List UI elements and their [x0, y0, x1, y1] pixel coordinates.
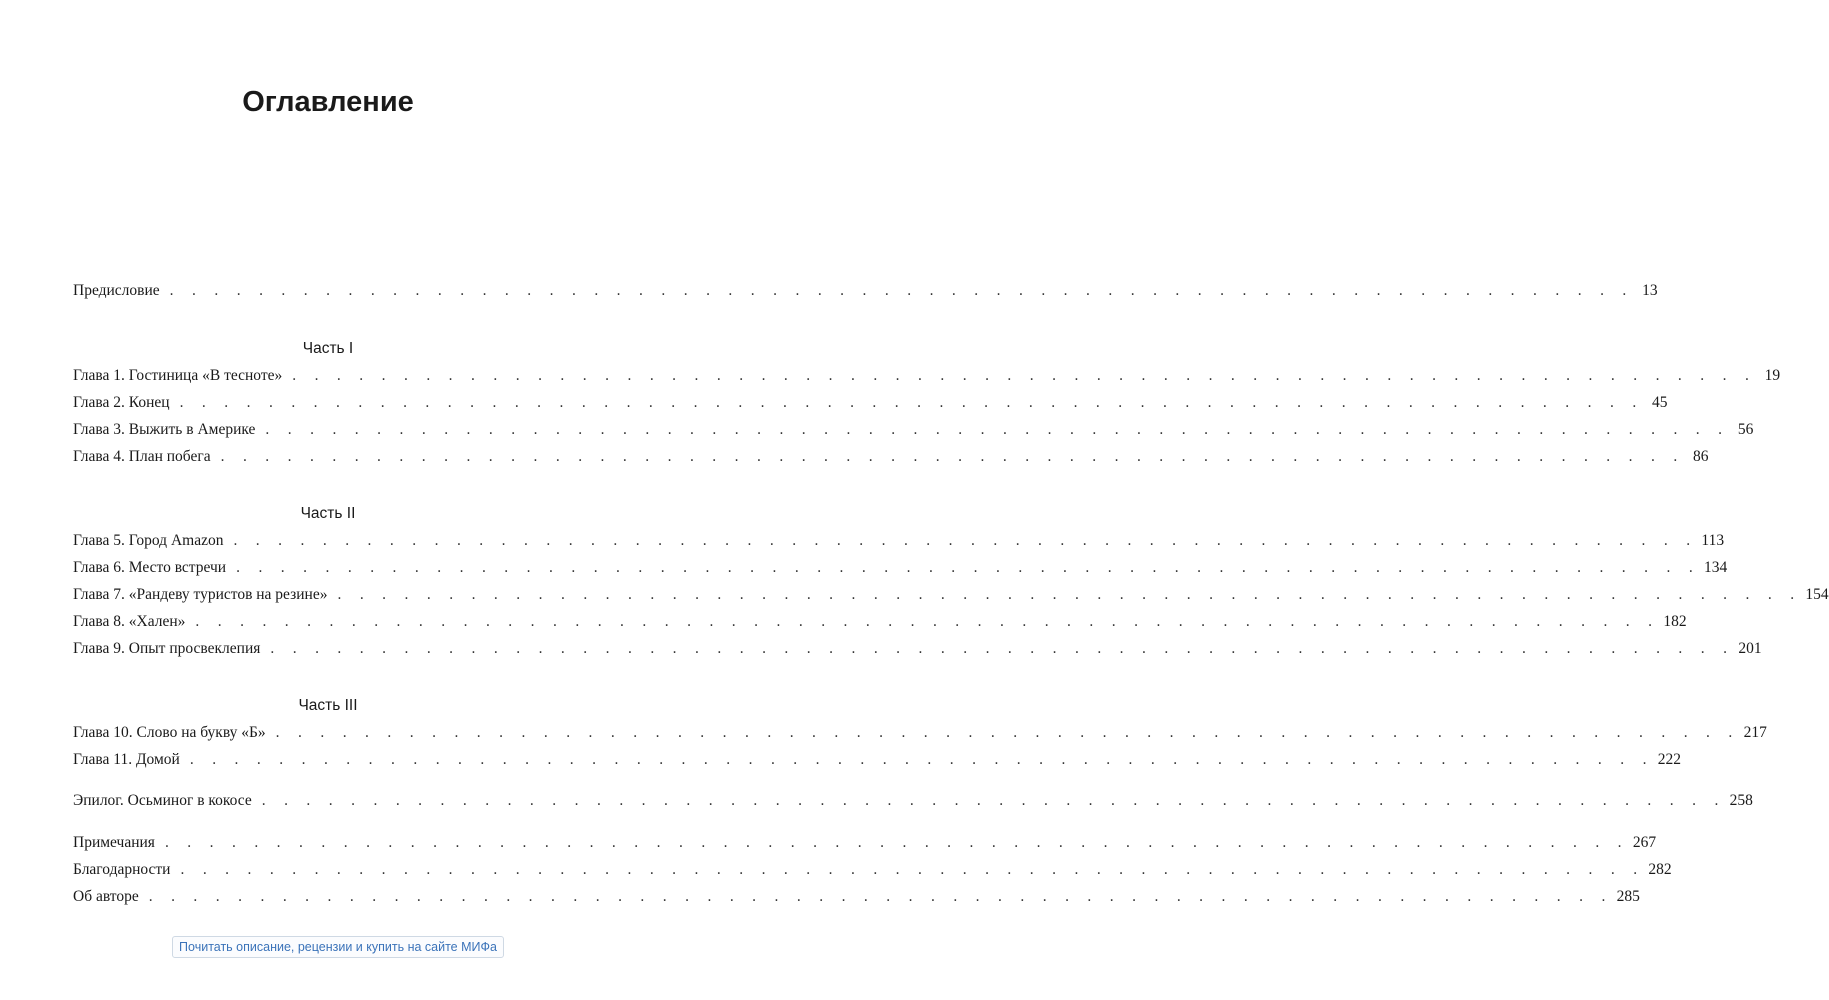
toc-entry-page: 154	[1805, 586, 1829, 603]
page-title: Оглавление	[242, 86, 414, 118]
toc-entry-label: Глава 7. «Рандеву туристов на резине»	[73, 586, 328, 603]
toc-entry-page: 217	[1743, 724, 1767, 741]
toc-entry-page: 19	[1764, 367, 1781, 384]
toc-entry-page: 56	[1737, 421, 1754, 438]
dot-leader: . . . . . . . . . . . . . . . . . . . . . . . . . . . . . . . . . . . . . . . . . . . . . . . . . . . . . . . . . . . . . . . . . .	[180, 861, 1645, 878]
dot-leader: . . . . . . . . . . . . . . . . . . . . . . . . . . . . . . . . . . . . . . . . . . . . . . . . . . . . . . . . . . . . . . . . . .	[233, 532, 1698, 549]
toc-entry-chapter-6[interactable]	[73, 559, 1728, 581]
dot-leader: . . . . . . . . . . . . . . . . . . . . . . . . . . . . . . . . . . . . . . . . . . . . . . . . . . . . . . . . . . . . . . . . . .	[292, 367, 1757, 384]
dot-leader: . . . . . . . . . . . . . . . . . . . . . . . . . . . . . . . . . . . . . . . . . . . . . . . . . . . . . . . . . . . . . . . . . .	[148, 888, 1613, 905]
toc-entry-label: Глава 9. Опыт просвеклепия	[73, 640, 261, 657]
dot-leader: . . . . . . . . . . . . . . . . . . . . . . . . . . . . . . . . . . . . . . . . . . . . . . . . . . . . . . . . . . . . . . . . . .	[236, 559, 1701, 576]
toc-entry-chapter-9[interactable]	[73, 640, 1762, 662]
toc-entry-chapter-4[interactable]	[73, 448, 1709, 470]
toc-entry-label: Глава 4. План побега	[73, 448, 211, 465]
toc-entry-preface[interactable]	[73, 282, 1658, 304]
toc-entry-label: Глава 2. Конец	[73, 394, 170, 411]
toc-entry-page: 285	[1616, 888, 1640, 905]
toc-entry-chapter-3[interactable]	[73, 421, 1754, 443]
toc-entry-label: Глава 6. Место встречи	[73, 559, 227, 576]
toc-entry-label: Глава 5. Город Amazon	[73, 532, 224, 549]
toc-entry-page: 267	[1632, 834, 1657, 851]
toc-entry-chapter-11[interactable]	[73, 751, 1682, 773]
toc-entry-page: 222	[1657, 751, 1682, 768]
toc-entry-label: Глава 10. Слово на букву «Б»	[73, 724, 266, 741]
toc-entry-chapter-8[interactable]	[73, 613, 1687, 635]
toc-entry-label: Об авторе	[73, 888, 139, 905]
toc-entry-chapter-5[interactable]	[73, 532, 1725, 554]
dot-leader: . . . . . . . . . . . . . . . . . . . . . . . . . . . . . . . . . . . . . . . . . . . . . . . . . . . . . . . . . . . . . . . . . .	[265, 421, 1730, 438]
toc-entry-chapter-7[interactable]	[73, 586, 1829, 608]
toc-entry-label: Глава 8. «Хален»	[73, 613, 186, 630]
toc-entry-epilogue[interactable]	[73, 792, 1753, 814]
dot-leader: . . . . . . . . . . . . . . . . . . . . . . . . . . . . . . . . . . . . . . . . . . . . . . . . . . . . . . . . . . . . . . . . . .	[220, 448, 1685, 465]
toc-entry-label: Глава 1. Гостиница «В тесноте»	[73, 367, 283, 384]
toc-entry-acknowledgements[interactable]	[73, 861, 1672, 883]
toc-entry-page: 258	[1729, 792, 1753, 809]
toc-entry-page: 134	[1704, 559, 1728, 576]
dot-leader: . . . . . . . . . . . . . . . . . . . . . . . . . . . . . . . . . . . . . . . . . . . . . . . . . . . . . . . . . . . . . . . . . .	[179, 394, 1644, 411]
toc-entry-page: 86	[1693, 448, 1709, 465]
dot-leader: . . . . . . . . . . . . . . . . . . . . . . . . . . . . . . . . . . . . . . . . . . . . . . . . . . . . . . . . . . . . . . . . . .	[275, 724, 1740, 741]
toc-entry-notes[interactable]	[73, 834, 1657, 856]
toc-entry-label: Благодарности	[73, 861, 171, 878]
toc-entry-chapter-1[interactable]	[73, 367, 1781, 389]
toc-entry-chapter-2[interactable]	[73, 394, 1668, 416]
dot-leader: . . . . . . . . . . . . . . . . . . . . . . . . . . . . . . . . . . . . . . . . . . . . . . . . . . . . . . . . . . . . . . . . . .	[169, 282, 1634, 299]
dot-leader: . . . . . . . . . . . . . . . . . . . . . . . . . . . . . . . . . . . . . . . . . . . . . . . . . . . . . . . . . . . . . . . . . .	[337, 586, 1802, 603]
toc-entry-label: Предисловие	[73, 282, 160, 299]
toc-entry-label: Глава 3. Выжить в Америке	[73, 421, 256, 438]
toc-entry-page: 113	[1701, 532, 1725, 549]
toc-entry-page: 201	[1738, 640, 1762, 657]
toc-entry-chapter-10[interactable]	[73, 724, 1767, 746]
toc-entry-page: 13	[1642, 282, 1658, 299]
toc-entry-label: Эпилог. Осьминог в кокосе	[73, 792, 252, 809]
toc-entry-about-author[interactable]	[73, 888, 1640, 910]
dot-leader: . . . . . . . . . . . . . . . . . . . . . . . . . . . . . . . . . . . . . . . . . . . . . . . . . . . . . . . . . . . . . . . . . .	[189, 751, 1654, 768]
part-heading-1: Часть I	[302, 340, 354, 357]
part-heading-3: Часть III	[298, 697, 358, 714]
toc-entry-label: Примечания	[73, 834, 155, 851]
promo-link-button[interactable]: Почитать описание, рецензии и купить на сайте МИФа	[172, 936, 504, 958]
toc-entry-page: 182	[1663, 613, 1687, 630]
part-heading-2: Часть II	[300, 505, 356, 522]
toc-entry-page: 45	[1652, 394, 1668, 411]
dot-leader: . . . . . . . . . . . . . . . . . . . . . . . . . . . . . . . . . . . . . . . . . . . . . . . . . . . . . . . . . . . . . . . . . .	[164, 834, 1629, 851]
toc-entry-page: 282	[1648, 861, 1672, 878]
dot-leader: . . . . . . . . . . . . . . . . . . . . . . . . . . . . . . . . . . . . . . . . . . . . . . . . . . . . . . . . . . . . . . . . . .	[195, 613, 1660, 630]
dot-leader: . . . . . . . . . . . . . . . . . . . . . . . . . . . . . . . . . . . . . . . . . . . . . . . . . . . . . . . . . . . . . . . . . .	[261, 792, 1726, 809]
dot-leader: . . . . . . . . . . . . . . . . . . . . . . . . . . . . . . . . . . . . . . . . . . . . . . . . . . . . . . . . . . . . . . . . . .	[270, 640, 1735, 657]
toc-entry-label: Глава 11. Домой	[73, 751, 180, 768]
